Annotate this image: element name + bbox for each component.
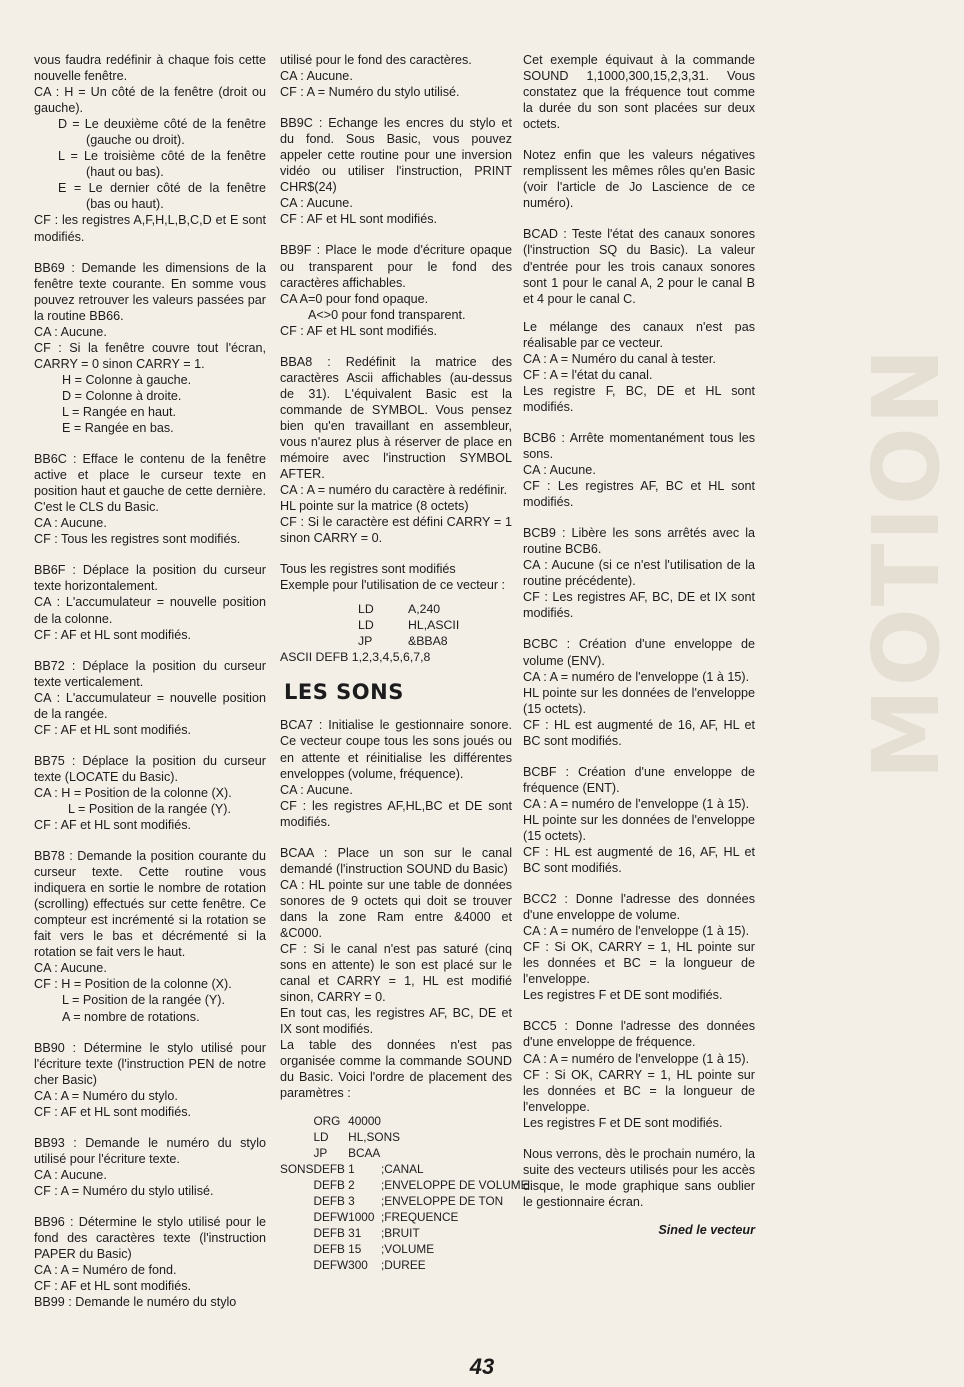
code-listing-sound [280, 1113, 529, 1273]
paragraph-bb90: BB90 : Détermine le stylo utilisé pour l'écriture texte (l'instruction PEN de notre cher Basic) CA : A = Numéro du stylo. CF : AF et HL sont modifiés. [34, 1040, 266, 1119]
paragraph-bcc5: BCC5 : Donne l'adresse des données d'une enveloppe de fréquence. CA : A = numéro de l'enveloppe (1 à 15). CF : Si OK, CARRY = 1, HL pointe sur les données et BC = la longueur de l'enveloppe. Les registres F et DE sont modifiés. [523, 1019, 755, 1130]
code-line: JP BCAA [313, 1146, 381, 1161]
paragraph-bcc2: BCC2 : Donne l'adresse des données d'une enveloppe de volume. CA : A = numéro de l'enveloppe (1 à 15). CF : Si OK, CARRY = 1, HL pointe sur les données et BC = la longueur de l'enveloppe. Les registres F et DE sont modifiés. [523, 892, 755, 1003]
paragraph-bb69: BB69 : Demande les dimensions de la fenêtre texte courante. En somme vous pouvez retrouver les valeurs passées par la routine BB66. CA : Aucune. CF : Si la fenêtre couvre tout l'écran, CARRY = 0 sinon CARRY = 1. H = Colonne à gauche. D = Colonne à droite. L = Rangée en haut. E = Rangée en bas. [34, 260, 266, 436]
paragraph-bb9f: BB9F : Place le mode d'écriture opaque ou transparent pour le fond des caractères affichables. CA A=0 pour fond opaque. A<>0 pour fond transparent. CF : AF et HL sont modifiés. [280, 243, 512, 338]
paragraph-bba8: BBA8 : Redéfinit la matrice des caractères Ascii affichables (au-dessus de 31). L'équivalent Basic est la commande de SYMBOL. Vous pensez bien qu'en travaillant en assembleur, vous n'aurez plus à réserver de place en mémoire avec l'instruction SYMBOL AFTER. CA : A = numéro du caractère à redéfinir. HL pointe sur la matrice (8 octets) CF : Si le caractère est défini CARRY = 1 sinon CARRY = 0. [280, 354, 512, 546]
paragraph-bb6f: BB6F : Déplace la position du curseur texte horizontalement. CA : L'accumulateur = nouvelle position de la colonne. CF : AF et HL sont modifiés. [34, 563, 266, 642]
paragraph-bb9c: BB9C : Echange les encres du stylo et du fond. Sous Basic, vous pouvez appeler cette routine pour une inversion vidéo ou utiliser l'instruction, PRINT CHR$(24) CA : Aucune. CF : AF et HL sont modifiés. [280, 116, 512, 227]
code-line: DEFW 1000 ;FREQUENCE [313, 1210, 459, 1225]
column-1 [34, 52, 266, 1310]
code-line: DEFB 3 ;ENVELOPPE DE TON [313, 1194, 504, 1209]
section-heading: LES SONS [284, 680, 404, 705]
code-line: DEFB 15 ;VOLUME [313, 1242, 435, 1257]
code-line: LD HL,SONS [313, 1130, 400, 1145]
paragraph-bcbc: BCBC : Création d'une enveloppe de volume (ENV). CA : A = numéro de l'enveloppe (1 à 15). HL pointe sur les données de l'enveloppe (15 octets). CF : HL est augmenté de 16, AF, HL et BC sont modifiés. [523, 637, 755, 748]
paragraph-bb93: BB93 : Demande le numéro du stylo utilisé pour l'écriture texte. CA : Aucune. CF : A = Numéro du stylo utilisé. [34, 1135, 266, 1198]
code-line: DEFB 2 ;ENVELOPPE DE VOLUME [313, 1178, 529, 1193]
paragraph-bb75: BB75 : Déplace la position du curseur texte (LOCATE du Basic). CA : H = Position de la colonne (X). L = Position de la rangée (Y). CF : AF et HL sont modifiés. [34, 753, 266, 833]
paragraph-negative-values: Notez enfin que les valeurs négatives remplissent les mêmes rôles qu'en Basic (voir l'article de Jo Lascience de ce numéro). [523, 148, 755, 211]
paragraph-bb72: BB72 : Déplace la position du curseur texte verticalement. CA : L'accumulateur = nouvelle position de la rangée. CF : AF et HL sont modifiés. [34, 658, 266, 737]
paragraph-bca7: BCA7 : Initialise le gestionnaire sonore. Ce vecteur coupe tous les sons joués ou en attente et réinitialise les différentes enveloppes (volume, fréquence). CA : Aucune. CF : les registres AF,HL,BC et DE sont modifiés. [280, 718, 512, 829]
paragraph-conclusion: Nous verrons, dès le prochain numéro, la suite des vecteurs utilisés pour les accès disque, le mode graphique sans oublier le gestionnaire écran. [523, 1146, 755, 1209]
code-line: DEFB 31 ;BRUIT [313, 1226, 420, 1241]
paragraph-bcaa: BCAA : Place un son sur le canal demandé (l'instruction SOUND du Basic) CA : HL pointe sur une table de données sonores de 9 octets qui doit se trouver dans la zone Ram entre &4000 et &C000. CF : Si le canal n'est pas saturé (cinq sons en attente) le son est placé sur le canal et CARRY = 1, HL est modifié sinon, CARRY = 0. En tout cas, les registres AF, BC, DE et IX sont modifiés. La table des données n'est pas organisée comme la commande SOUND du Basic. Voici l'ordre de placement des paramètres : [280, 845, 512, 1101]
code-line: LD HL,ASCII [358, 618, 460, 633]
paragraph-bb6c: BB6C : Efface le contenu de la fenêtre active et place le curseur texte en position haut et gauche de cette dernière. C'est le CLS du Basic. CA : Aucune. CF : Tous les registres sont modifiés. [34, 452, 266, 547]
paragraph-bcbf: BCBF : Création d'une enveloppe de fréquence (ENT). CA : A = numéro de l'enveloppe (1 à 15). HL pointe sur les données de l'enveloppe (15 octets). CF : HL est augmenté de 16, AF, HL et BC sont modifiés. [523, 764, 755, 876]
page-number: 43 [469, 1354, 495, 1379]
code-line: JP &BBA8 [358, 634, 448, 649]
background-watermark: MOTION [853, 346, 960, 780]
paragraph-bb96: BB96 : Détermine le stylo utilisé pour le fond des caractères texte (l'instruction PAPER du Basic) CA : A = Numéro de fond. CF : AF et HL sont modifiés. BB99 : Demande le numéro du stylo [34, 1215, 266, 1310]
code-listing-symbol [280, 601, 459, 665]
paragraph-channel-mix: Le mélange des canaux n'est pas réalisable par ce vecteur. CA : A = Numéro du canal à tester. CF : A = l'état du canal. Les registre F, BC, DE et HL sont modifiés. [523, 319, 755, 414]
paragraph-bb99-cont: utilisé pour le fond des caractères. CA : Aucune. CF : A = Numéro du stylo utilisé. [280, 53, 472, 100]
paragraph-bb78: BB78 : Demande la position courante du curseur texte. Cette routine vous indiquera en sortie le nombre de rotation (scrolling) effectués sur cette fenêtre. Ce compteur est incrémenté si la rotation se fait vers le bas et décrémenté si la rotation se fait vers le haut. CA : Aucune. CF : H = Position de la colonne (X). L = Position de la rangée (Y). A = nombre de rotations. [34, 849, 266, 1024]
code-line: ASCII DEFB 1,2,3,4,5,6,7,8 [280, 650, 431, 665]
paragraph-window-sides: vous faudra redéfinir à chaque fois cette nouvelle fenêtre. CA : H = Un côté de la fenêtre (droit ou gauche). D = Le deuxième côté de la fenêtre (gauche ou droit). L = Le troisième côté de la fenêtre (haut ou bas). E = Le dernier côté de la fenêtre (bas ou haut). CF : les registres A,F,H,L,B,C,D et E sont modifiés. [34, 53, 266, 244]
column-2 [280, 52, 529, 1287]
paragraph-example-sound: Cet exemple équivaut à la commande SOUND 1,1000,300,15,2,3,31. Vous constatez que la fréquence tout comme la durée du son sont placées sur deux octets. [523, 53, 755, 132]
paragraph-bcb9: BCB9 : Libère les sons arrêtés avec la routine BCB6. CA : Aucune (si ce n'est l'utilisation de la routine précédente). CF : Les registres AF, BC, DE et IX sont modifiés. [523, 526, 755, 621]
code-line: SONS DEFB 1 ;CANAL [280, 1162, 424, 1177]
code-line: ORG 40000 [313, 1114, 381, 1129]
column-3 [523, 52, 755, 1238]
code-line: LD A,240 [358, 602, 441, 617]
code-line: DEFW 300 ;DUREE [313, 1258, 426, 1273]
paragraph-bcb6: BCB6 : Arrête momentanément tous les sons. CA : Aucune. CF : Les registres AF, BC et HL sont modifiés. [523, 430, 755, 510]
author-signature: Sined le vecteur [658, 1222, 755, 1237]
paragraph-example-intro: Tous les registres sont modifiés Exemple pour l'utilisation de ce vecteur : [280, 562, 506, 593]
paragraph-bcad: BCAD : Teste l'état des canaux sonores (l'instruction SQ du Basic). La valeur d'entrée pour les trois canaux sonores sont 1 pour le canal A, 2 pour le canal B et 4 pour le canal C. [523, 227, 755, 306]
